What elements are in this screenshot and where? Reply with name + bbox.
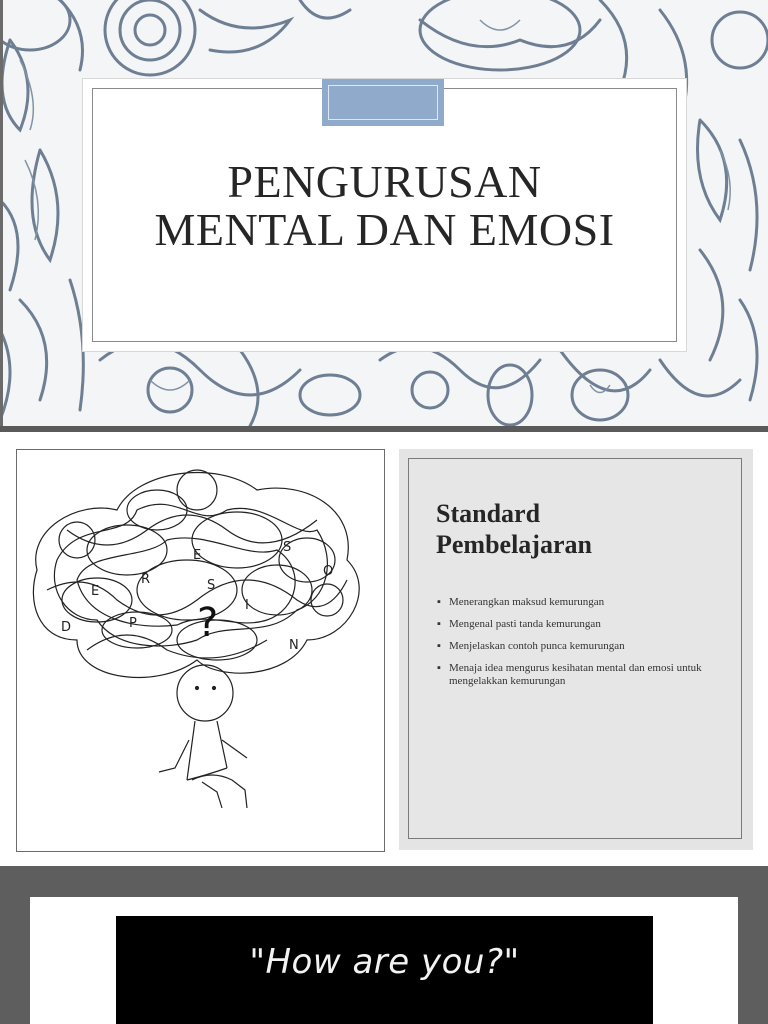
letter-d: D <box>61 620 72 635</box>
bullet-icon: ▪ <box>437 662 441 674</box>
list-item <box>437 596 727 609</box>
title-line-2: MENTAL DAN EMOSI <box>154 204 615 255</box>
letter-r: R <box>141 572 151 587</box>
letter-p: P <box>129 616 137 631</box>
list-item <box>437 618 727 631</box>
letter-n: N <box>289 638 299 653</box>
list-item-text: Menerangkan maksud kemurungan <box>449 596 605 608</box>
list-item-text: Menjelaskan contoh punca kemurungan <box>449 640 625 652</box>
title-line-1: PENGURUSAN <box>227 156 542 207</box>
how-are-you-quote: "How are you?" <box>249 942 520 982</box>
letter-e1: E <box>91 584 100 599</box>
list-item-text: Menaja idea mengurus kesihatan mental dan emosi untuk mengelakkan kemurungan <box>449 662 702 687</box>
letter-o: O <box>323 564 334 579</box>
question-mark: ? <box>197 600 219 646</box>
bullet-icon: ▪ <box>437 640 441 652</box>
standard-list <box>437 596 727 697</box>
standard-heading-line-2: Pembelajaran <box>436 530 592 559</box>
depression-illustration-panel <box>16 449 385 852</box>
standard-heading <box>436 498 716 560</box>
slide-title <box>83 158 686 254</box>
letter-s2: S <box>283 540 292 555</box>
letter-s1: S <box>207 578 216 593</box>
bullet-icon: ▪ <box>437 596 441 608</box>
left-edge-bar <box>0 0 3 432</box>
title-accent-tab <box>322 79 444 126</box>
depression-scribble-illustration <box>17 450 386 853</box>
standard-heading-line-1: Standard <box>436 499 541 528</box>
letter-i: I <box>245 598 249 613</box>
letter-e2: E <box>193 548 202 563</box>
bullet-icon: ▪ <box>437 618 441 630</box>
slide-divider <box>0 426 768 432</box>
list-item <box>437 662 727 688</box>
list-item <box>437 640 727 653</box>
list-item-text: Mengenal pasti tanda kemurungan <box>449 618 601 630</box>
